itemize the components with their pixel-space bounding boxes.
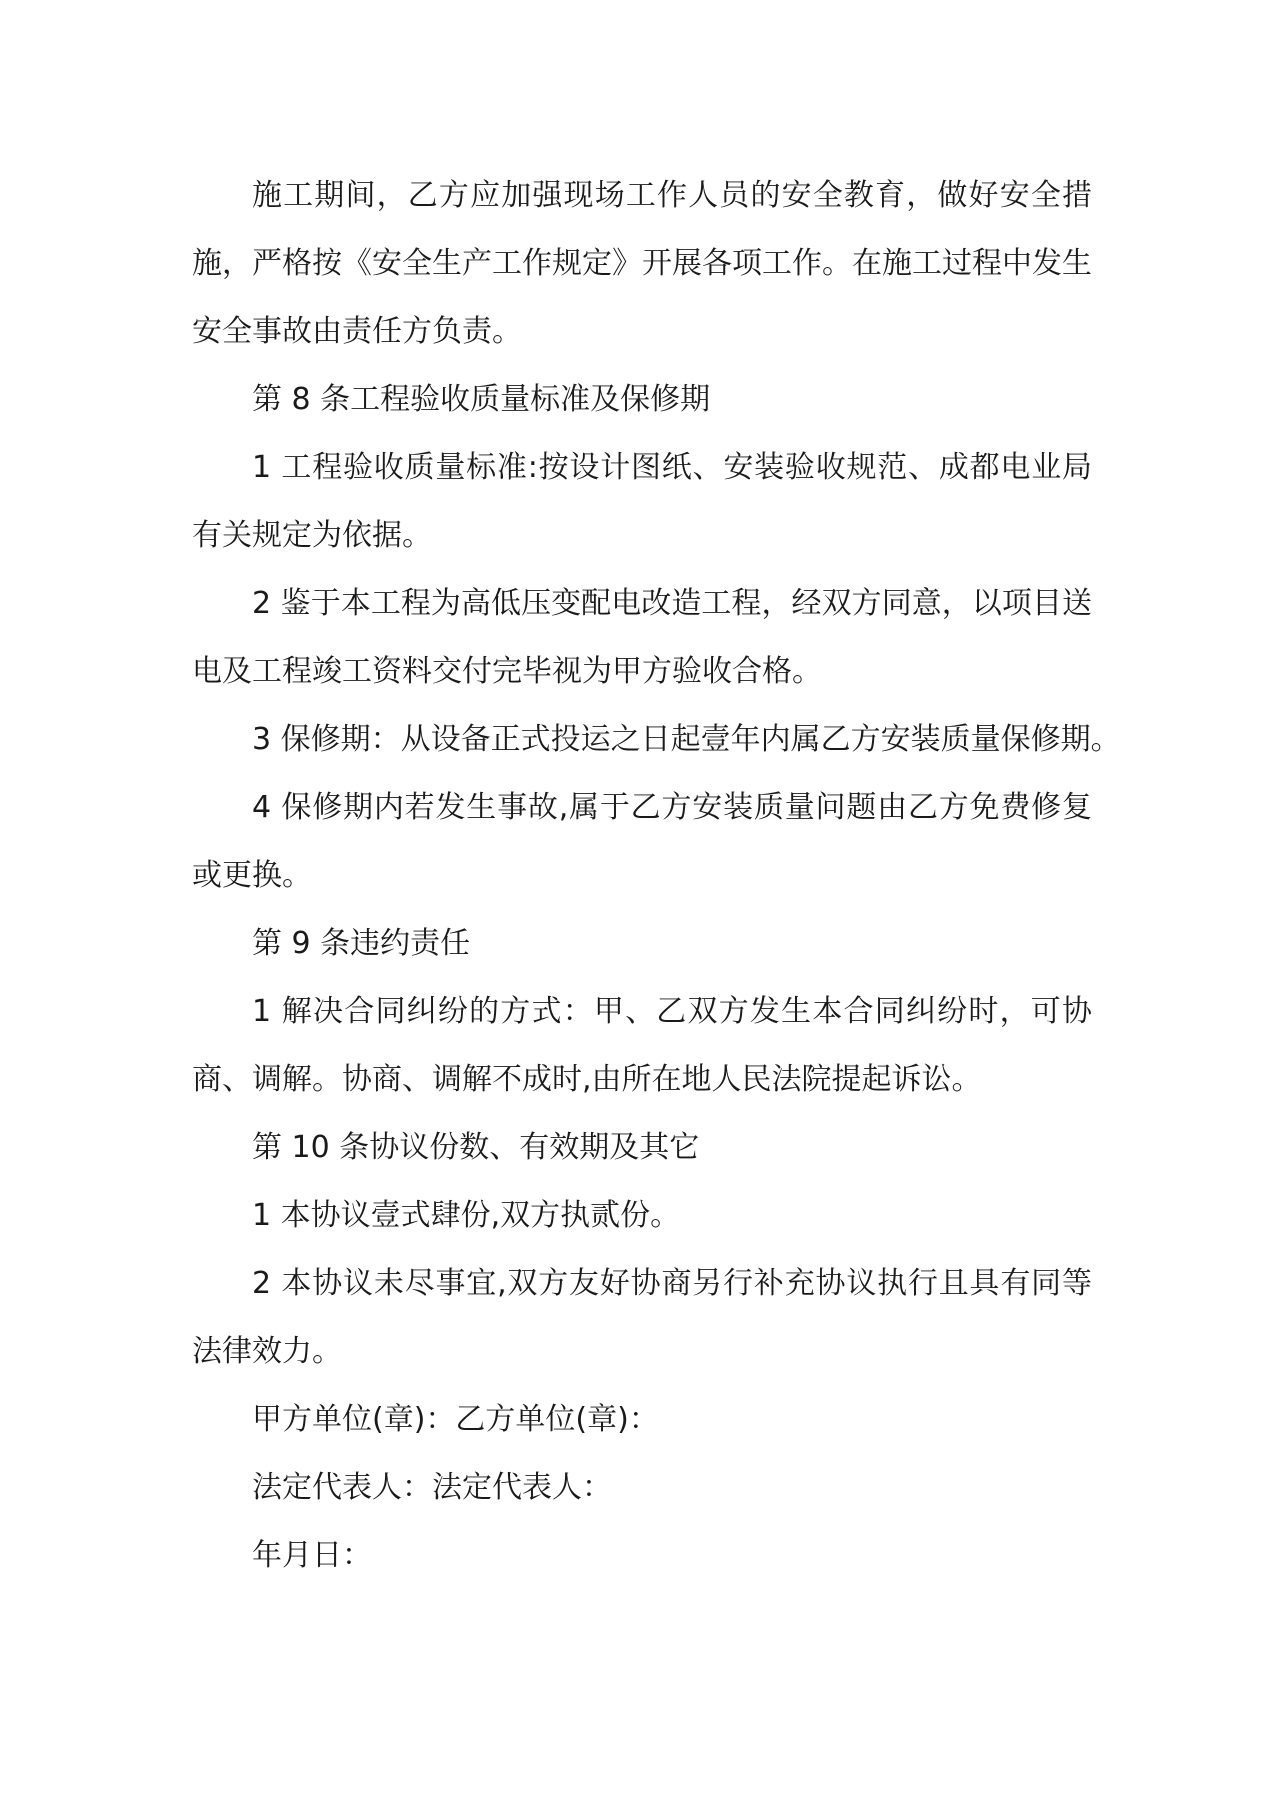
signature-representative-line: 法定代表人：法定代表人： bbox=[252, 1470, 612, 1505]
safety-paragraph: 施工期间，乙方应加强现场工作人员的安全教育，做好安全措施，严格按《安全生产工作规定》开展各项工作。在施工过程中发生安全事故由责任方负责。 bbox=[192, 178, 1092, 349]
article-9-heading: 第 9 条违约责任 bbox=[252, 926, 471, 961]
signature-date-line: 年月日： bbox=[252, 1538, 372, 1573]
document-body bbox=[192, 162, 1121, 1590]
article-10-clause-1: 1 本协议壹式肆份,双方执贰份。 bbox=[252, 1198, 681, 1233]
article-8-clause-2: 2 鉴于本工程为高低压变配电改造工程，经双方同意，以项目送电及工程竣工资料交付完毕视为甲方验收合格。 bbox=[192, 586, 1092, 689]
article-10-clause-2: 2 本协议未尽事宜,双方友好协商另行补充协议执行且具有同等法律效力。 bbox=[192, 1266, 1092, 1369]
article-8-clause-3: 3 保修期：从设备正式投运之日起壹年内属乙方安装质量保修期。 bbox=[252, 722, 1121, 757]
article-9-clause-1: 1 解决合同纠纷的方式：甲、乙双方发生本合同纠纷时，可协商、调解。协商、调解不成时,由所在地人民法院提起诉讼。 bbox=[192, 994, 1092, 1097]
article-8-clause-1: 1 工程验收质量标准:按设计图纸、安装验收规范、成都电业局有关规定为依据。 bbox=[192, 450, 1092, 553]
article-8-heading: 第 8 条工程验收质量标准及保修期 bbox=[252, 382, 711, 417]
signature-unit-line: 甲方单位(章)：乙方单位(章)： bbox=[252, 1402, 659, 1437]
article-8-clause-4: 4 保修期内若发生事故,属于乙方安装质量问题由乙方免费修复或更换。 bbox=[192, 790, 1092, 893]
article-10-heading: 第 10 条协议份数、有效期及其它 bbox=[252, 1130, 700, 1165]
